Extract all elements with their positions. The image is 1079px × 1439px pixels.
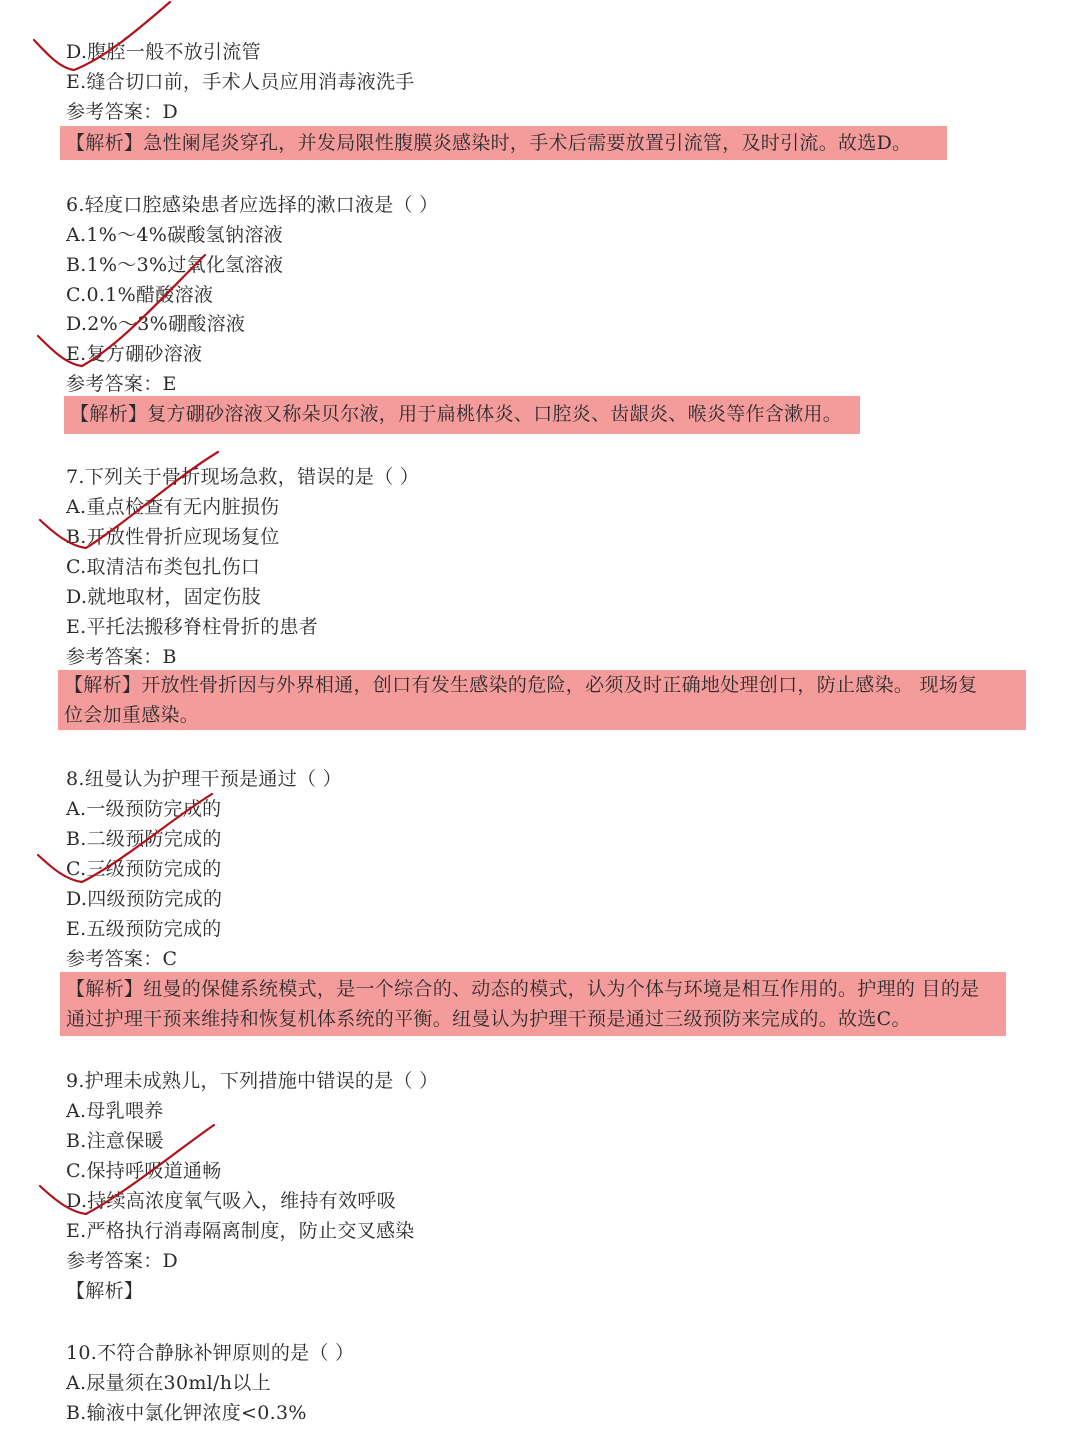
q7-analysis-line1: 【解析】开放性骨折因与外界相通，创口有发生感染的危险，必须及时正确地处理创口，防止感染。 现场复 (64, 674, 978, 696)
q6-question: 6.轻度口腔感染患者应选择的漱口液是（ ） (66, 194, 439, 216)
q6-option-d: D.2%～3%硼酸溶液 (66, 313, 246, 335)
q9-option-b: B.注意保暖 (66, 1130, 164, 1152)
q6-answer: 参考答案：E (66, 373, 177, 395)
q9-answer: 参考答案：D (66, 1250, 179, 1272)
q9-option-c: C.保持呼吸道通畅 (66, 1160, 222, 1182)
q8-question: 8.纽曼认为护理干预是通过（ ） (66, 768, 342, 790)
q9-question: 9.护理未成熟儿，下列措施中错误的是（ ） (66, 1070, 439, 1092)
q7-answer: 参考答案：B (66, 646, 177, 668)
q7-question: 7.下列关于骨折现场急救，错误的是（ ） (66, 466, 420, 488)
q9-option-e: E.严格执行消毒隔离制度，防止交叉感染 (66, 1220, 415, 1242)
q8-option-c: C.三级预防完成的 (66, 858, 222, 880)
q5-option-e: E.缝合切口前，手术人员应用消毒液洗手 (66, 71, 415, 93)
q7-option-c: C.取清洁布类包扎伤口 (66, 556, 261, 578)
q7-option-a: A.重点检查有无内脏损伤 (66, 496, 280, 518)
q6-analysis-highlight (64, 396, 860, 434)
q7-option-e: E.平托法搬移脊柱骨折的患者 (66, 616, 319, 638)
q7-option-d: D.就地取材，固定伤肢 (66, 586, 261, 608)
q7-analysis-line2: 位会加重感染。 (64, 704, 200, 726)
q8-option-a: A.一级预防完成的 (66, 798, 222, 820)
q9-analysis: 【解析】 (66, 1280, 144, 1302)
q5-option-d: D.腹腔一般不放引流管 (66, 41, 261, 63)
q6-option-b: B.1%～3%过氧化氢溶液 (66, 254, 284, 276)
q8-option-d: D.四级预防完成的 (66, 888, 223, 910)
q8-answer: 参考答案：C (66, 948, 178, 970)
q6-option-e: E.复方硼砂溶液 (66, 343, 203, 365)
q10-question: 10.不符合静脉补钾原则的是（ ） (66, 1342, 355, 1364)
q5-answer: 参考答案：D (66, 101, 179, 123)
q10-option-a: A.尿量须在30ml/h以上 (66, 1372, 271, 1394)
q6-option-a: A.1%～4%碳酸氢钠溶液 (66, 224, 283, 246)
q8-option-b: B.二级预防完成的 (66, 828, 222, 850)
q8-analysis-highlight (60, 972, 1006, 1036)
q9-option-d: D.持续高浓度氧气吸入，维持有效呼吸 (66, 1190, 396, 1212)
q7-analysis-highlight (58, 670, 1026, 730)
q6-analysis: 【解析】复方硼砂溶液又称朵贝尔液，用于扁桃体炎、口腔炎、齿龈炎、喉炎等作含漱用。 (70, 403, 843, 425)
q10-option-b: B.输液中氯化钾浓度<0.3% (66, 1402, 307, 1424)
q8-analysis-line1: 【解析】纽曼的保健系统模式，是一个综合的、动态的模式，认为个体与环境是相互作用的。护理的 目的是 (66, 978, 980, 1000)
q6-option-c: C.0.1%醋酸溶液 (66, 284, 214, 306)
q5-analysis-highlight (60, 126, 947, 160)
q8-option-e: E.五级预防完成的 (66, 918, 222, 940)
q9-option-a: A.母乳喂养 (66, 1100, 164, 1122)
q5-analysis: 【解析】急性阑尾炎穿孔，并发局限性腹膜炎感染时，手术后需要放置引流管，及时引流。故选D。 (66, 132, 912, 154)
q7-option-b: B.开放性骨折应现场复位 (66, 526, 280, 548)
q8-analysis-line2: 通过护理干预来维持和恢复机体系统的平衡。纽曼认为护理干预是通过三级预防来完成的。故选C。 (66, 1008, 911, 1030)
